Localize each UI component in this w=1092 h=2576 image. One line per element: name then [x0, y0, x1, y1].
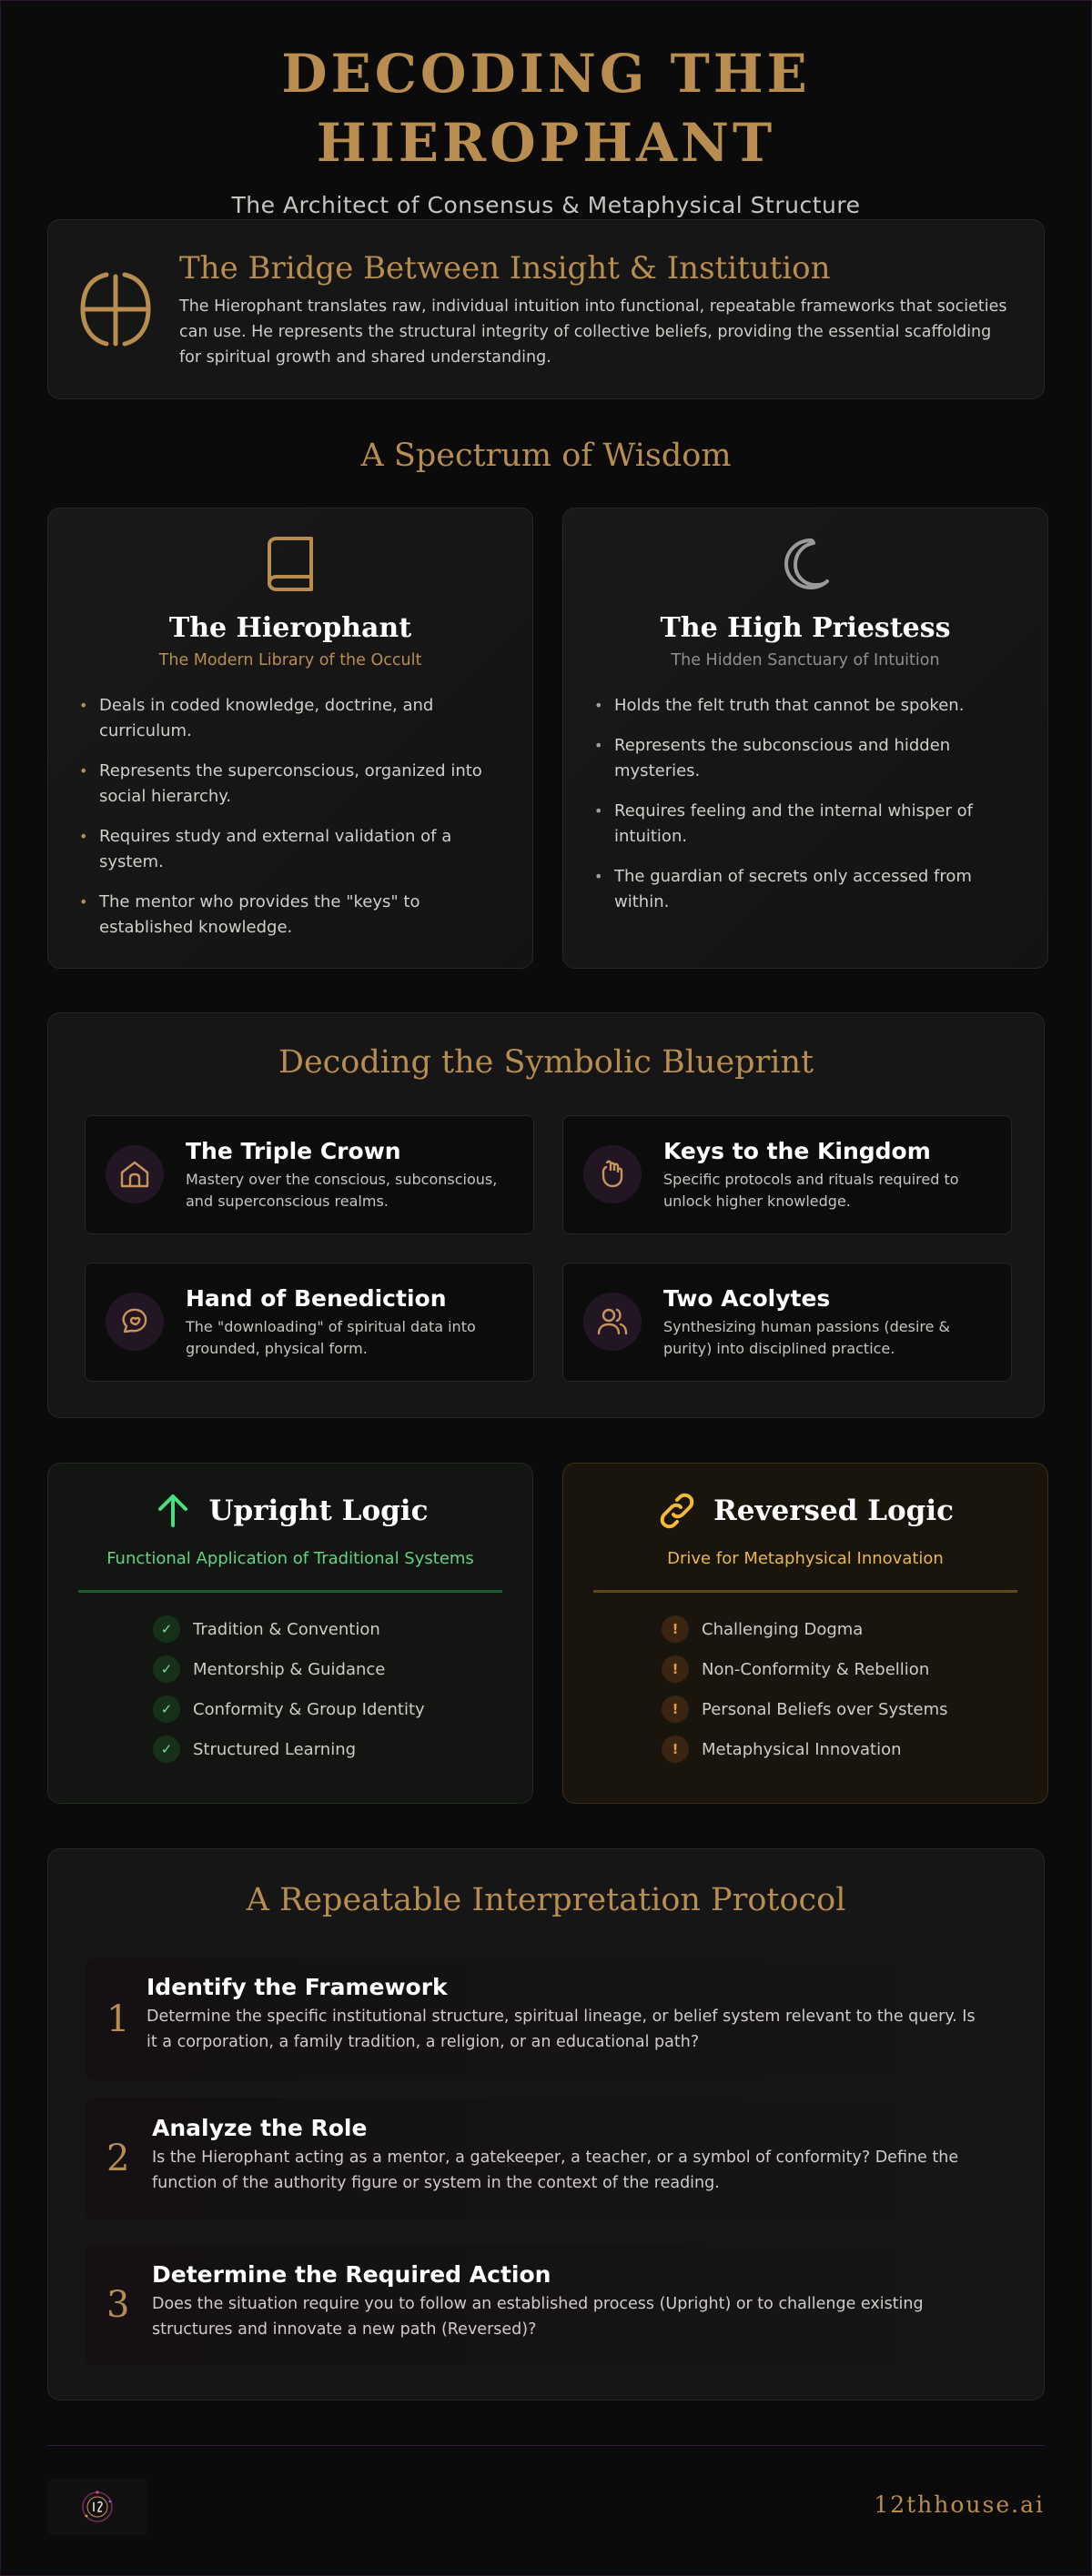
- protocol-step: [85, 2098, 1007, 2219]
- list-item: • Represents the superconscious, organized into social hierarchy.: [79, 759, 501, 810]
- brand-link[interactable]: 12thhouse.ai: [874, 2491, 1045, 2518]
- blueprint-section: [47, 1012, 1045, 1418]
- reversed-list: [563, 1609, 1047, 1769]
- hand-icon: [106, 1293, 164, 1351]
- symbol-title: Two Acolytes: [663, 1285, 831, 1312]
- upright-title: Upright Logic: [208, 1494, 429, 1527]
- protocol-title: A Repeatable Interpretation Protocol: [246, 1882, 846, 1918]
- priestess-list: [594, 693, 1016, 915]
- bridge-title: The Bridge Between Insight & Institution: [179, 250, 831, 287]
- symbol-title: Keys to the Kingdom: [663, 1138, 931, 1164]
- crown-icon: [106, 1145, 164, 1203]
- symbol-card-crown: [85, 1115, 534, 1234]
- upright-tagline: Functional Application of Traditional Systems: [106, 1549, 474, 1568]
- header: [47, 1, 1045, 254]
- list-item: ! Metaphysical Innovation: [662, 1729, 1047, 1769]
- list-item: ✓ Structured Learning: [153, 1729, 532, 1769]
- step-title: Determine the Required Action: [152, 2261, 551, 2288]
- spectrum-title: A Spectrum of Wisdom: [360, 438, 732, 474]
- step-number: 3: [106, 2284, 130, 2326]
- reversed-divider: [593, 1590, 1017, 1593]
- arrow-up-icon: [153, 1491, 193, 1531]
- list-item: ! Challenging Dogma: [662, 1609, 1047, 1649]
- list-item: ✓ Mentorship & Guidance: [153, 1649, 532, 1689]
- priestess-card: [562, 508, 1048, 969]
- list-item: ! Non-Conformity & Rebellion: [662, 1649, 1047, 1689]
- list-item: • Holds the felt truth that cannot be spoken.: [594, 693, 1016, 719]
- users-icon: [583, 1293, 642, 1351]
- step-number: 2: [106, 2138, 130, 2179]
- upright-header: [48, 1491, 532, 1531]
- reversed-tagline: Drive for Metaphysical Innovation: [667, 1549, 944, 1568]
- link-icon: [657, 1491, 697, 1531]
- hierophant-symbol-icon: [79, 267, 152, 351]
- bridge-text: The Hierophant translates raw, individual intuition into functional, repeatable frameworks that societies can use. He represents the structural integrity of collective beliefs, providing the essential scaffolding for spiritual growth and shared understanding.: [179, 297, 1007, 367]
- list-item: ✓ Tradition & Convention: [153, 1609, 532, 1649]
- bridge-content: [179, 248, 1007, 370]
- alert-icon: !: [662, 1655, 689, 1683]
- step-title: Identify the Framework: [147, 1974, 448, 2000]
- hierophant-card: [47, 508, 533, 969]
- symbol-text: Mastery over the conscious, subconscious, and superconscious realms.: [186, 1171, 498, 1210]
- list-item: • Requires study and external validation of a system.: [79, 824, 501, 875]
- hierophant-title: The Hierophant: [168, 612, 412, 644]
- upright-divider: [78, 1590, 502, 1593]
- symbol-title: The Triple Crown: [186, 1138, 401, 1164]
- step-text: Determine the specific institutional structure, spiritual lineage, or belief system relevant to the query. Is it a corporation, a family tradition, a religion, or an educational path?: [147, 2007, 976, 2051]
- list-item: • Requires feeling and the internal whisper of intuition.: [594, 799, 1016, 850]
- step-text: Does the situation require you to follow an established process (Upright) or to challenge existing structures and innovate a new path (Reversed)?: [152, 2295, 924, 2339]
- check-icon: ✓: [153, 1615, 180, 1643]
- step-text: Is the Hierophant acting as a mentor, a gatekeeper, a teacher, or a symbol of conformity? Define the function of the authority figure or system in the context of the reading.: [152, 2148, 959, 2192]
- list-item: ! Personal Beliefs over Systems: [662, 1689, 1047, 1729]
- reversed-header: [563, 1491, 1047, 1531]
- alert-icon: !: [662, 1615, 689, 1643]
- blueprint-title: Decoding the Symbolic Blueprint: [278, 1044, 814, 1081]
- symbol-card-hand: [85, 1263, 534, 1382]
- protocol-section: [47, 1848, 1045, 2400]
- 12th-house-logo[interactable]: [47, 2479, 147, 2535]
- reversed-title: Reversed Logic: [713, 1494, 954, 1527]
- symbol-card-keys: [562, 1115, 1012, 1234]
- list-item: • The mentor who provides the "keys" to established knowledge.: [79, 890, 501, 941]
- protocol-step: [85, 2244, 1007, 2366]
- protocol-step: [85, 1958, 1007, 2080]
- symbol-text: Synthesizing human passions (desire & purity) into disciplined practice.: [663, 1318, 951, 1357]
- check-icon: ✓: [153, 1736, 180, 1763]
- symbol-text: Specific protocols and rituals required to unlock higher knowledge.: [663, 1171, 959, 1210]
- list-item: ✓ Conformity & Group Identity: [153, 1689, 532, 1729]
- check-icon: ✓: [153, 1696, 180, 1723]
- symbol-title: Hand of Benediction: [186, 1285, 447, 1312]
- key-icon: [583, 1145, 642, 1203]
- check-icon: ✓: [153, 1655, 180, 1683]
- list-item: • The guardian of secrets only accessed from within.: [594, 864, 1016, 915]
- priestess-tagline: The Hidden Sanctuary of Intuition: [671, 651, 940, 669]
- page-title: DECODING THE HIEROPHANT: [281, 43, 811, 174]
- step-title: Analyze the Role: [152, 2115, 368, 2141]
- page-subtitle: The Architect of Consensus & Metaphysical Structure: [231, 192, 861, 218]
- upright-list: [48, 1609, 532, 1769]
- alert-icon: !: [662, 1736, 689, 1763]
- step-number: 1: [106, 1998, 130, 2040]
- priestess-title: The High Priestess: [660, 612, 951, 644]
- upright-card: [47, 1463, 533, 1804]
- list-item: • Represents the subconscious and hidden mysteries.: [594, 733, 1016, 784]
- reversed-card: [562, 1463, 1048, 1804]
- symbol-text: The "downloading" of spiritual data into grounded, physical form.: [186, 1318, 476, 1357]
- footer-divider: [47, 2445, 1045, 2446]
- book-icon: [266, 536, 315, 592]
- alert-icon: !: [662, 1696, 689, 1723]
- bridge-card: [47, 219, 1045, 399]
- symbol-card-acolytes: [562, 1263, 1012, 1382]
- moon-icon: [781, 536, 830, 592]
- hierophant-list: [79, 693, 501, 941]
- list-item: • Deals in coded knowledge, doctrine, and curriculum.: [79, 693, 501, 744]
- hierophant-tagline: The Modern Library of the Occult: [158, 651, 422, 669]
